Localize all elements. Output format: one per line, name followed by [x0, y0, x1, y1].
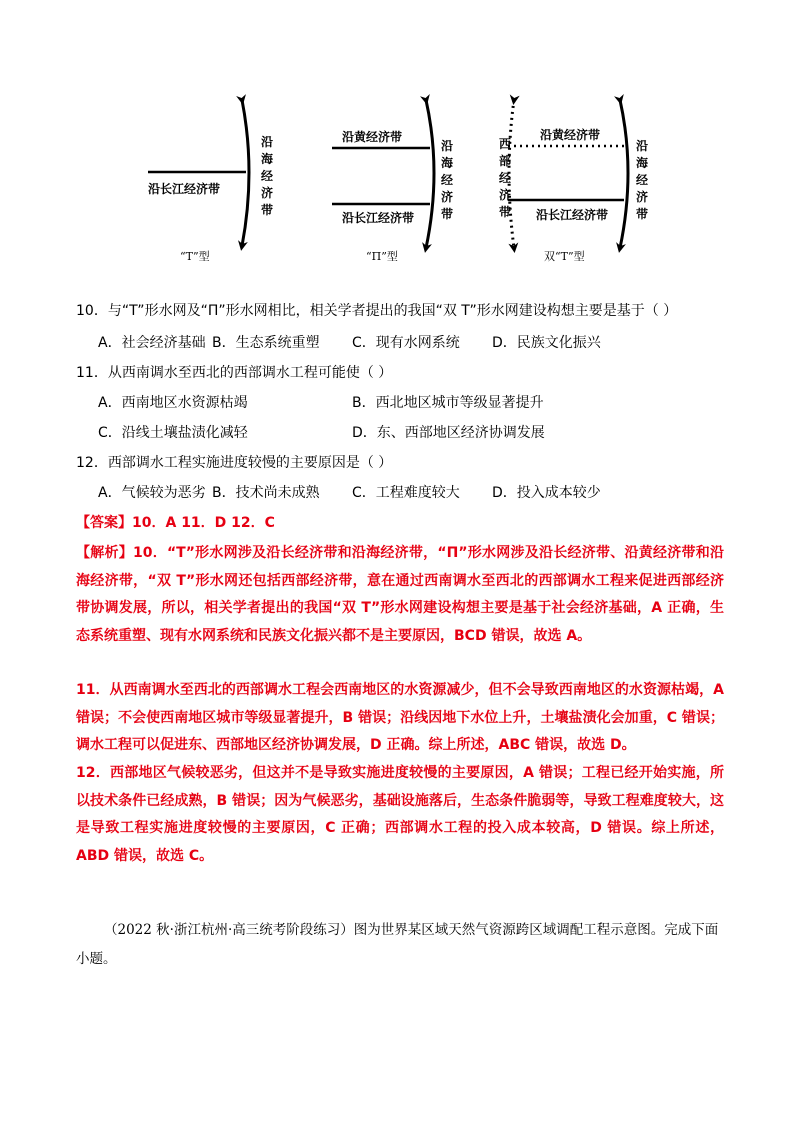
pi-yangtze-label: 沿长江经济带 [342, 211, 415, 225]
question-10-option-c: C．现有水网系统 [352, 335, 460, 351]
dt-coastal-label: 沿海经济带 [635, 139, 648, 221]
pi-yellow-river-label: 沿黄经济带 [342, 130, 403, 144]
analysis-10 [76, 540, 724, 650]
answer-values: 10．A 11．D 12．C [132, 515, 275, 531]
question-12-stem: 12．西部调水工程实施进度较慢的主要原因是（ ） [76, 455, 393, 471]
next-section-intro: （2022 秋·浙江杭州·高三统考阶段练习）图为世界某区域天然气资源跨区域调配工程示意图。完成下面小题。 [76, 922, 719, 967]
dt-yangtze-label: 沿长江经济带 [536, 208, 609, 222]
t-type-figure [148, 100, 249, 246]
question-12-option-b: B．技术尚未成熟 [212, 485, 320, 501]
question-10-option-b: B．生态系统重塑 [212, 335, 320, 351]
water-network-diagram [110, 88, 670, 273]
question-12-option-a: A．气候较为恶劣 [98, 485, 206, 501]
t-yangtze-label: 沿长江经济带 [148, 182, 221, 196]
analysis-11: 11．从西南调水至西北的西部调水工程会西南地区的水资源减少，但不会导致西南地区的水资源枯竭，A 错误；不会使西南地区城市等级显著提升，B 错误；沿线因地下水位上升，土壤盐渍化会加重，C 错误；调水工程可以促进东、西部地区经济协调发展，D 正确。综上所述，ABC 错误，故选 D。 [76, 682, 724, 753]
question-12-option-d: D．投入成本较少 [492, 485, 601, 501]
t-coastal-label: 沿海经济带 [260, 135, 273, 217]
answer-line [76, 512, 275, 532]
analysis-10-text: 10．“T”形水网涉及沿长经济带和沿海经济带，“Π”形水网涉及沿长经济带、沿黄经济带和沿海经济带，“双 T”形水网还包括西部经济带，意在通过西南调水至西北的西部调水工程来促进西部经济带协调发展，所以，相关学者提出的我国“双 T”形水网建设构想主要是基于社会经济基础，A 正确，生态系统重塑、现有水网系统和民族文化振兴都不是主要原因，BCD 错误，故选 A。 [76, 545, 724, 644]
dt-yellow-river-label: 沿黄经济带 [540, 128, 601, 142]
question-10-stem: 10．与“T”形水网及“Π”形水网相比，相关学者提出的我国“双 T”形水网建设构想主要是基于（ ） [76, 303, 678, 319]
question-12-option-c: C．工程难度较大 [352, 485, 460, 501]
pi-coastal-label: 沿海经济带 [440, 139, 453, 221]
question-10-option-a: A．社会经济基础 [98, 335, 206, 351]
question-11-option-b: B．西北地区城市等级显著提升 [352, 395, 544, 411]
question-11-option-d: D．东、西部地区经济协调发展 [352, 425, 545, 441]
pi-type-caption: “Π”型 [366, 250, 398, 263]
analysis-12: 12．西部地区气候较恶劣，但这并不是导致实施进度较慢的主要原因，A 错误；工程已经开始实施，所以技术条件已经成熟，B 错误；因为气候恶劣，基础设施落后，生态条件脆弱等，导致工程难度较大，这是导致工程实施进度较慢的主要原因，C 正确；西部调水工程的投入成本较高，D 错误。综上所述，ABD 错误，故选 C。 [76, 765, 724, 864]
question-10-option-d: D．民族文化振兴 [492, 335, 601, 351]
analysis-label: 【解析】 [76, 545, 133, 561]
t-type-caption: “T”型 [180, 250, 210, 263]
answer-label: 【答案】 [76, 515, 132, 531]
question-11-option-a: A．西南地区水资源枯竭 [98, 395, 248, 411]
question-11-option-c: C．沿线土壤盐渍化减轻 [98, 425, 248, 441]
double-t-type-figure [508, 100, 628, 248]
question-11-stem: 11．从西南调水至西北的西部调水工程可能使（ ） [76, 365, 393, 381]
double-t-type-caption: 双“T”型 [544, 250, 585, 263]
dt-western-label: 西部经济带 [498, 137, 511, 219]
